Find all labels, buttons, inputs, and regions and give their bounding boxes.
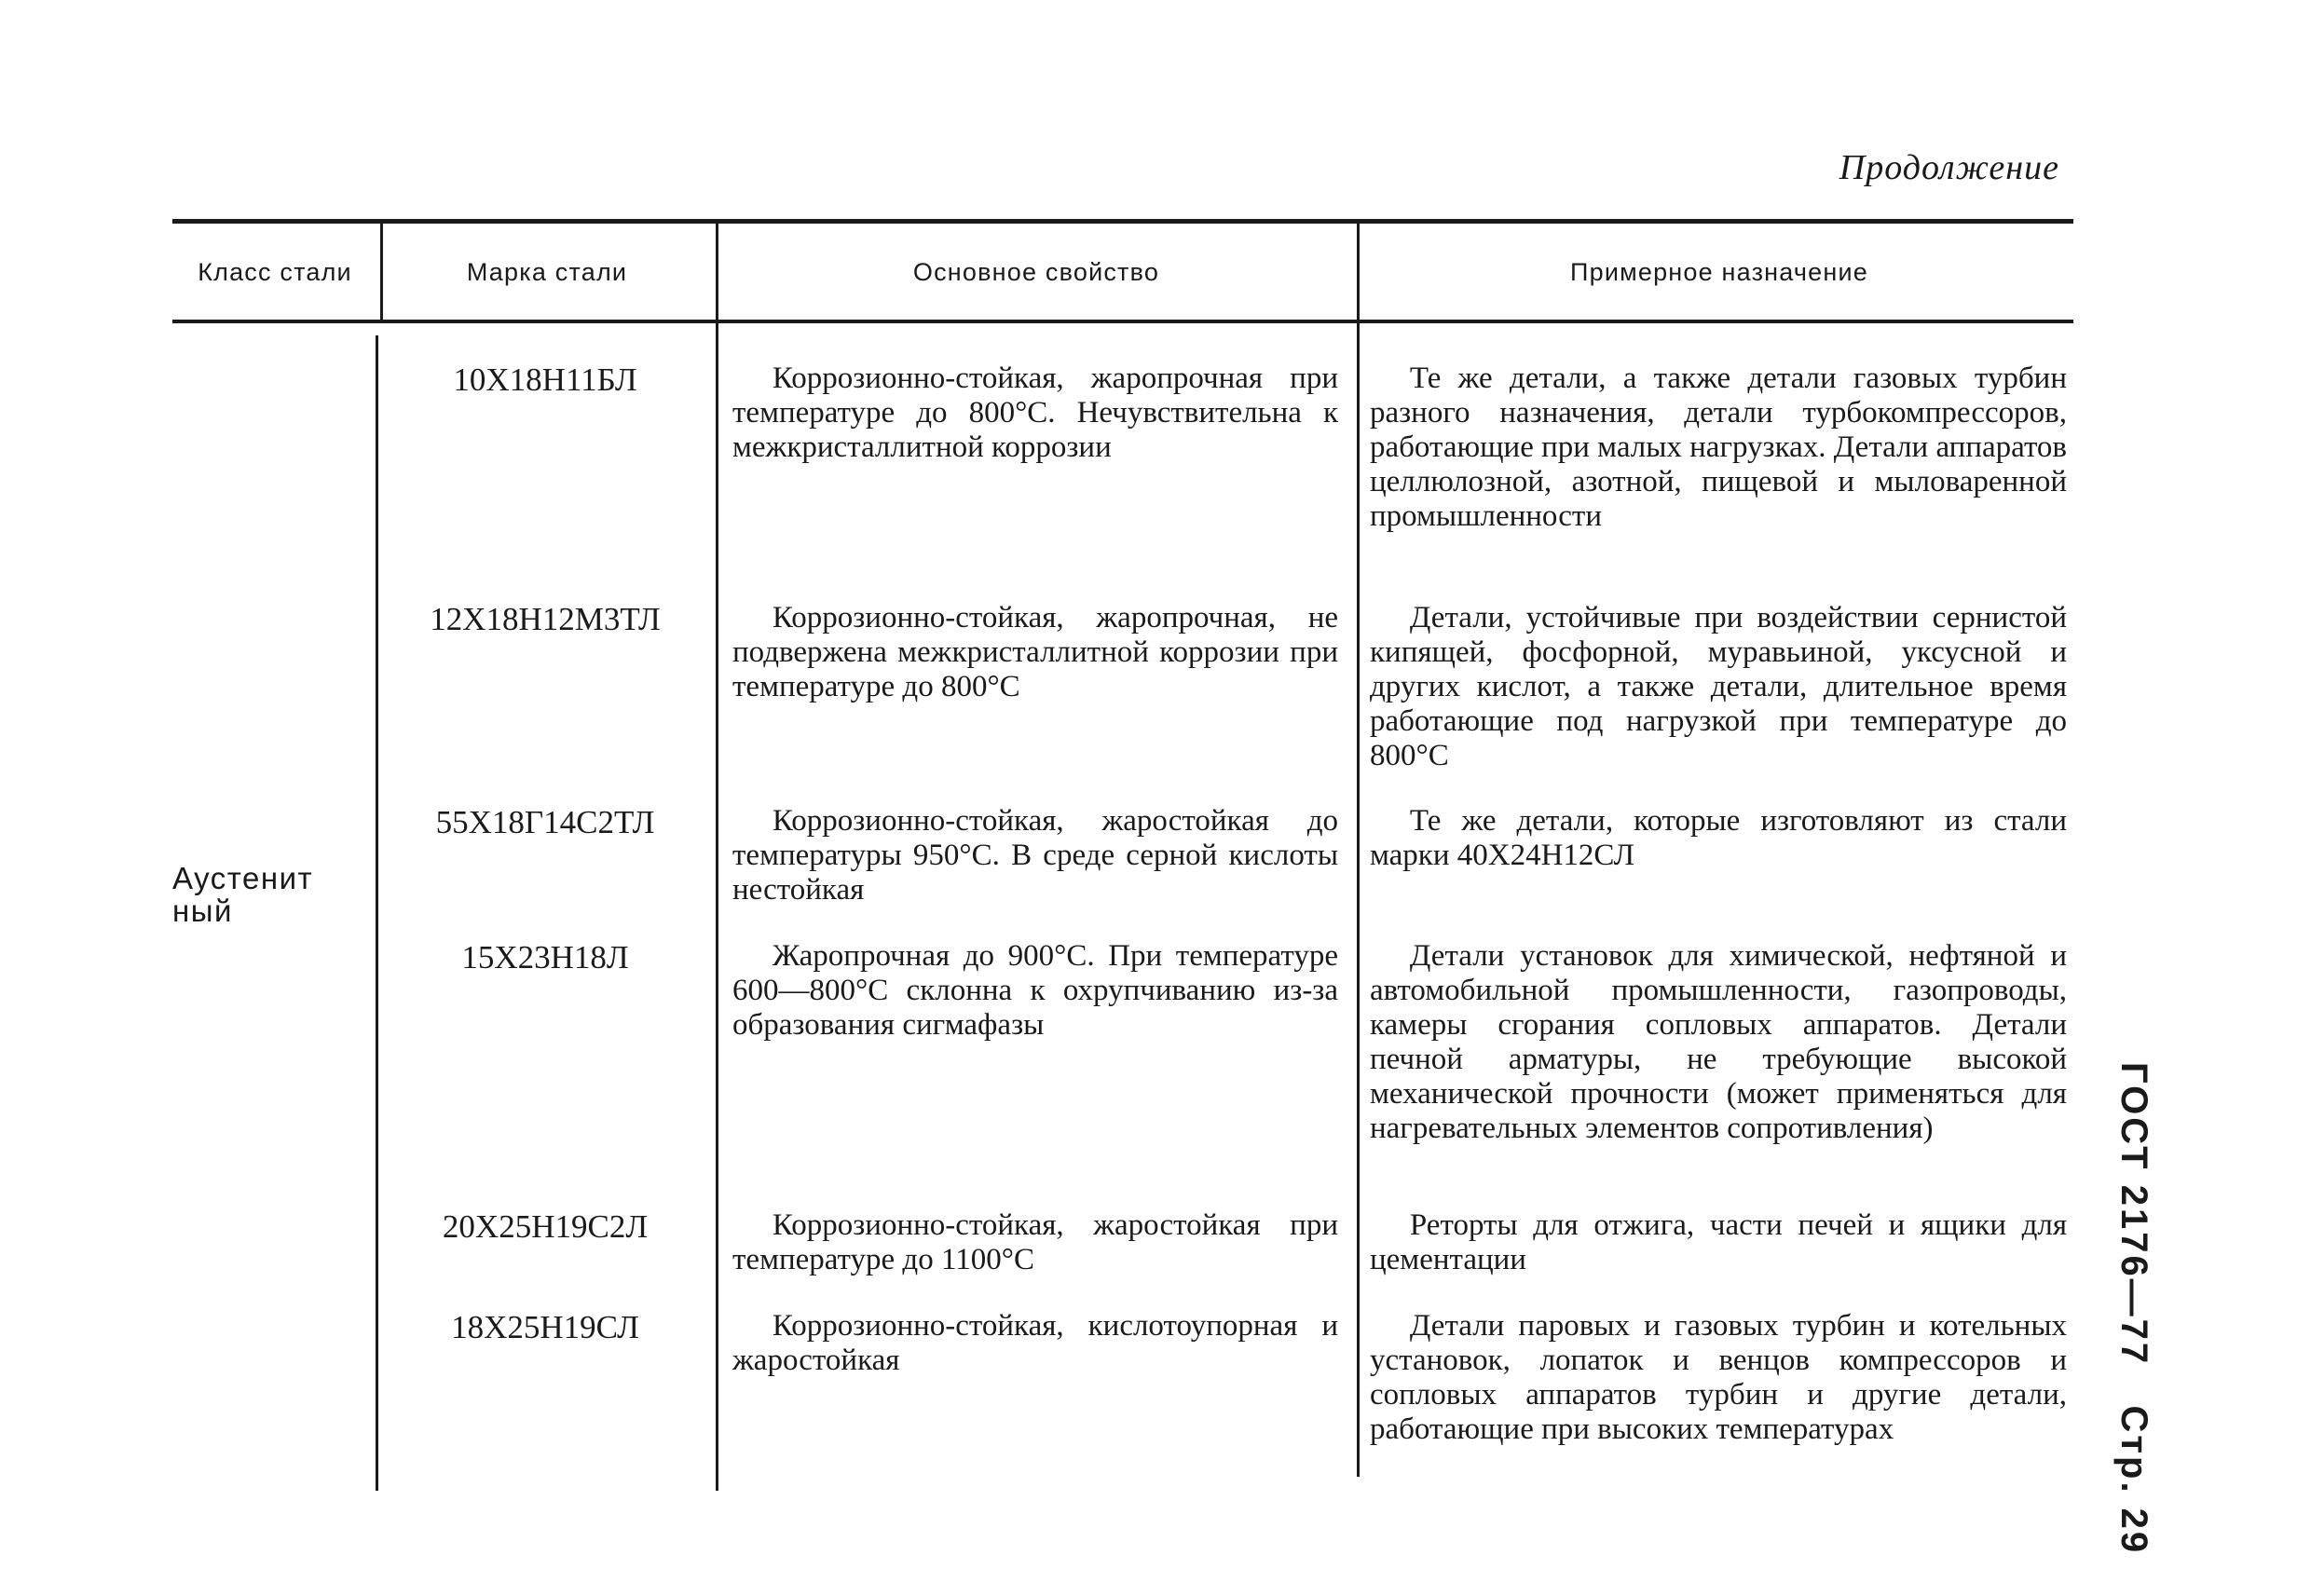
continuation-label: Продолжение (1839, 148, 2059, 187)
header-application: Примерное назначение (1570, 258, 1868, 286)
application-cell: Детали установок для химической, нефтяной и автомобильной промышленности, газопроводы, камеры сгорания сопловых аппаратов. Детали печной арматуры, не требующие высокой механической прочности (может применяться для нагревательных элементов сопротивления) (1370, 939, 2067, 1145)
application-cell: Детали, устойчивые при воздействии сернистой кипящей, фосфорной, муравьиной, уксусной и других кислот, а также детали, длительное время работающие под нагрузкой при температуре до 800°С (1370, 601, 2067, 772)
standard-number: ГОСТ 2176—77 (2113, 1062, 2154, 1367)
property-cell: Коррозионно-стойкая, кислотоупорная и жаростойкая (732, 1309, 1338, 1377)
header-main-property: Основное свойство (912, 258, 1160, 286)
property-cell: Коррозионно-стойкая, жаростойкая до температуры 950°С. В среде серной кислоты нестойкая (732, 804, 1338, 907)
steel-grade-cell: 15Х23Н18Л (461, 939, 629, 975)
page-number: Стр. 29 (2113, 1405, 2154, 1556)
header-steel-grade: Марка стали (466, 258, 628, 286)
table-top-rule (172, 219, 2073, 224)
column-divider-3 (1357, 224, 1360, 1477)
application-cell: Те же детали, а также детали газовых турбин разного назначения, детали турбокомпрессоров, работающие при малых нагрузках. Детали аппаратов целлюлозной, азотной, пищевой и мыловаренной промышленности (1370, 361, 2068, 533)
column-divider-2 (716, 224, 718, 1491)
property-cell: Жаропрочная до 900°С. При температуре 600—800°С склонна к охрупчиванию из-за образования сигмафазы (732, 939, 1338, 1042)
application-cell: Те же детали, которые изготовляют из стали марки 40Х24Н12СЛ (1370, 804, 2067, 872)
steel-grade-cell: 12Х18Н12М3ТЛ (430, 601, 661, 637)
property-cell: Коррозионно-стойкая, жаростойкая при температуре до 1100°С (732, 1208, 1338, 1276)
application-cell: Детали паровых и газовых турбин и котельных установок, лопаток и венцов компрессоров и сопловых аппаратов турбин и другие детали, работающие при высоких температурах (1370, 1309, 2067, 1446)
steel-class-cell (172, 862, 359, 927)
property-cell: Коррозионно-стойкая, жаропрочная, не подвержена межкристаллитной коррозии при температуре до 800°С (732, 601, 1338, 703)
steel-grade-cell: 20Х25Н19С2Л (442, 1208, 649, 1245)
steel-grade-cell: 55Х18Г14С2ТЛ (435, 804, 655, 840)
table-header-rule (172, 320, 2073, 323)
steel-grade-cell: 18Х25Н19СЛ (451, 1309, 639, 1345)
side-label (2106, 1062, 2162, 1556)
application-cell: Реторты для отжига, части печей и ящики для цементации (1370, 1208, 2067, 1276)
header-steel-class: Класс стали (198, 258, 352, 286)
column-divider-1 (380, 224, 383, 321)
steel-class-text: Аустенитный (172, 861, 314, 928)
property-cell: Коррозионно-стойкая, жаропрочная при температуре до 800°С. Нечувствительна к межкристаллитной коррозии (732, 361, 1338, 464)
steel-grade-cell: 10Х18Н11БЛ (453, 361, 637, 398)
